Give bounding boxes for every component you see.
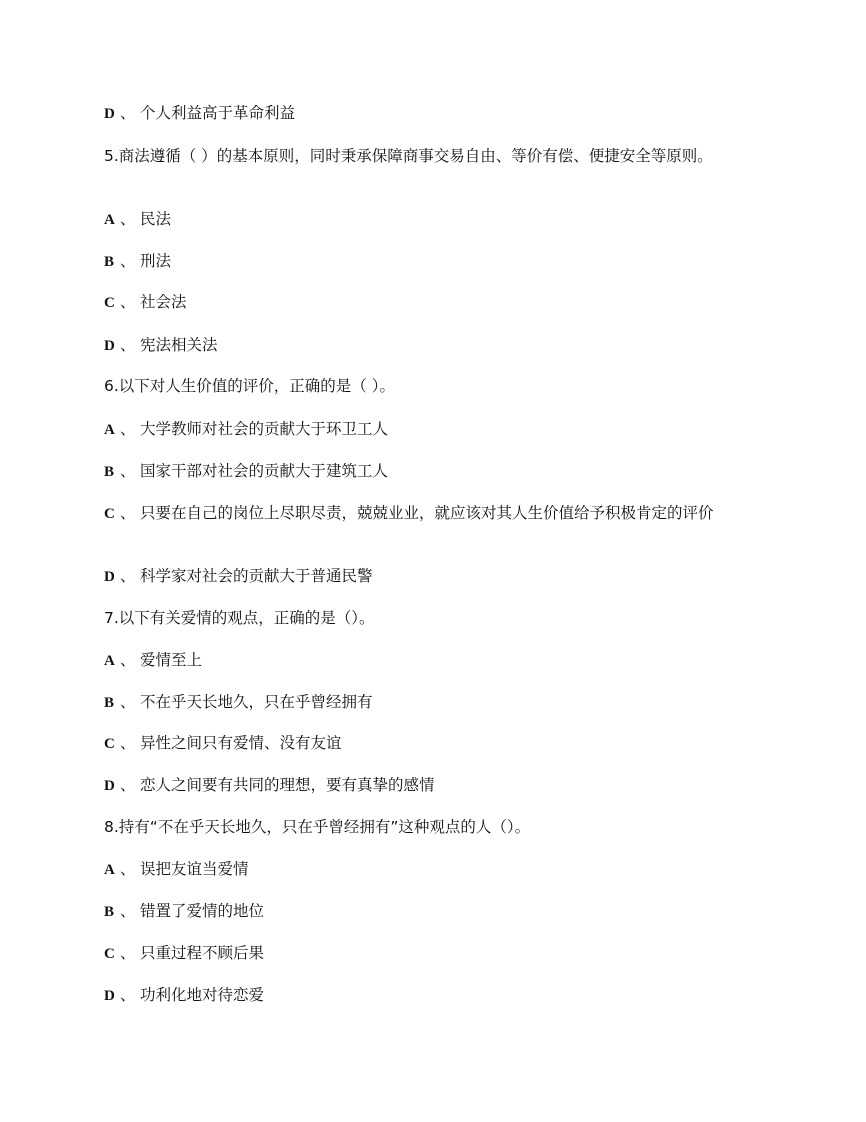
option-text: 民法 [140,210,172,228]
option-letter: A [104,653,115,669]
option-separator: 、 [120,944,136,962]
option-separator: 、 [120,210,136,228]
option-separator: 、 [120,902,136,920]
option-8c [104,942,264,965]
option-text: 爱情至上 [140,651,203,669]
option-text: 误把友谊当爱情 [140,860,249,878]
option-6c [104,502,754,525]
option-text: 国家干部对社会的贡献大于建筑工人 [140,462,389,480]
option-letter: D [104,778,115,794]
option-separator: 、 [120,462,136,480]
option-text: 刑法 [140,252,172,270]
option-text: 恋人之间要有共同的理想，要有真挚的感情 [140,776,435,794]
option-separator: 、 [120,651,136,669]
option-6b [104,460,388,483]
option-letter: A [104,212,115,228]
option-5d [104,334,218,357]
question-7: 7.以下有关爱情的观点，正确的是（）。 [104,609,375,627]
option-separator: 、 [120,336,136,354]
option-text: 科学家对社会的贡献大于普通民警 [140,567,373,585]
option-5a [104,208,171,231]
option-5b [104,250,171,273]
option-separator: 、 [120,734,136,752]
option-letter: D [104,988,115,1004]
option-text: 错置了爱情的地位 [140,902,265,920]
option-7c [104,732,342,755]
option-text: 宪法相关法 [140,336,218,354]
option-letter: D [104,106,115,122]
option-letter: A [104,862,115,878]
option-6a [104,418,388,441]
option-letter: D [104,569,115,585]
option-letter: C [104,946,115,962]
option-separator: 、 [120,420,136,438]
question-5: 5.商法遵循（ ）的基本原则，同时秉承保障商事交易自由、等价有偿、便捷安全等原则。 [104,147,713,165]
option-text: 功利化地对待恋爱 [140,986,265,1004]
option-7a [104,649,202,672]
option-7b [104,691,373,714]
option-separator: 、 [120,104,136,122]
option-text: 大学教师对社会的贡献大于环卫工人 [140,420,389,438]
option-separator: 、 [120,567,136,585]
option-text: 只重过程不顾后果 [140,944,265,962]
option-letter: B [104,695,115,711]
option-separator: 、 [120,504,136,522]
option-8a [104,858,249,881]
option-5c [104,291,187,314]
option-separator: 、 [120,986,136,1004]
option-separator: 、 [120,693,136,711]
option-8b [104,900,264,923]
option-separator: 、 [120,776,136,794]
option-text: 不在乎天长地久，只在乎曾经拥有 [140,693,373,711]
option-letter: C [104,295,115,311]
option-separator: 、 [120,293,136,311]
option-letter: A [104,422,115,438]
option-letter: B [104,254,115,270]
option-letter: D [104,338,115,354]
question-6: 6.以下对人生价值的评价，正确的是（ ）。 [104,377,395,395]
option-letter: B [104,464,115,480]
option-6d [104,565,373,588]
option-separator: 、 [120,860,136,878]
option-8d [104,984,264,1007]
option-4d [104,102,295,125]
option-text: 社会法 [140,293,187,311]
option-letter: C [104,506,115,522]
option-letter: B [104,904,115,920]
option-text: 异性之间只有爱情、没有友谊 [140,734,342,752]
option-text: 个人利益高于革命利益 [140,104,296,122]
option-7d [104,774,435,797]
option-letter: C [104,736,115,752]
option-separator: 、 [120,252,136,270]
option-text: 只要在自己的岗位上尽职尽责，兢兢业业，就应该对其人生价值给予积极肯定的评价 [140,504,714,522]
question-8: 8.持有“不在乎天长地久，只在乎曾经拥有”这种观点的人（）。 [104,818,531,836]
